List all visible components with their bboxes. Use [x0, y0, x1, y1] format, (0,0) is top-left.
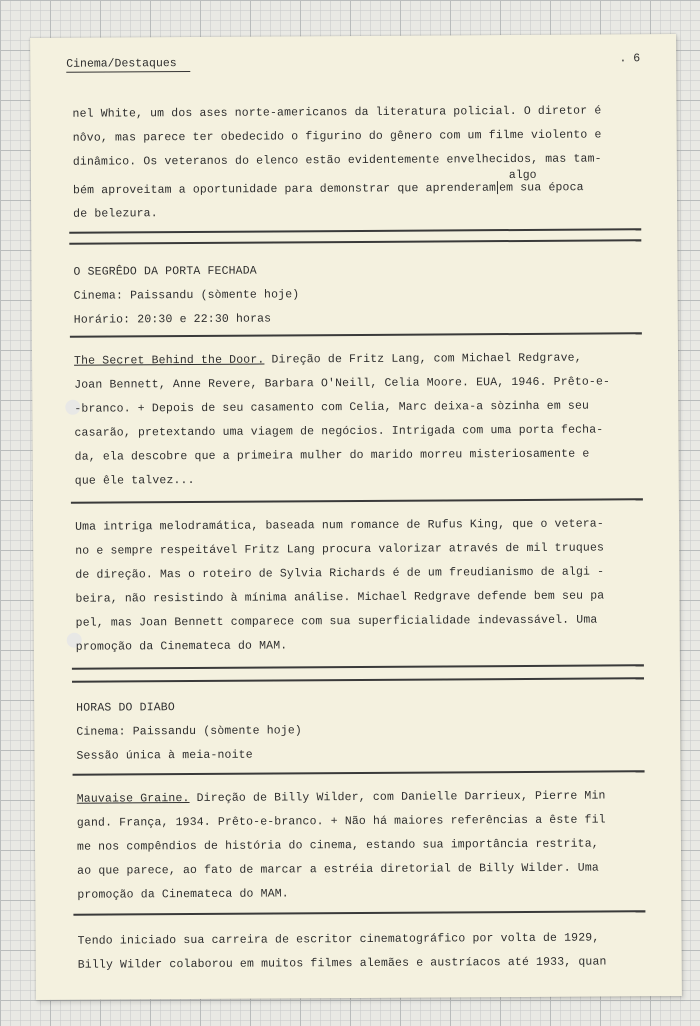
- divider: [73, 910, 645, 915]
- divider: [72, 664, 644, 669]
- synopsis-line: gand. França, 1934. Prêto-e-branco. + Não há maiores referências a êste fil: [76, 813, 606, 830]
- intro-line-text: bém aproveitam a oportunidade para demonstrar que aprenderam: [72, 181, 497, 198]
- review-line: beira, não resistindo à mínima análise. Michael Redgrave defende bem seu pa: [75, 589, 605, 606]
- film-schedule: Sessão única à meia-noite: [76, 748, 253, 763]
- review-line: Tendo iniciado sua carreira de escritor cinematográfico por volta de 1929,: [77, 931, 600, 948]
- original-title: The Secret Behind the Door.: [74, 353, 265, 368]
- synopsis-line: me nos compêndios de história do cinema, estando sua importância restrita,: [76, 837, 599, 854]
- synopsis-line: [74, 351, 646, 368]
- synopsis-line: ao que parece, ao fato de marcar a estréia diretorial de Billy Wilder. Uma: [77, 861, 599, 878]
- handwritten-insertion: algo: [508, 168, 537, 183]
- intro-line: nel White, um dos ases norte-americanos da literatura policial. O diretor é: [72, 104, 602, 121]
- divider: [73, 770, 645, 775]
- intro-line: dinâmico. Os veteranos do elenco estão evidentemente envelhecidos, mas tam-: [72, 152, 602, 169]
- synopsis-line: Joan Bennett, Anne Revere, Barbara O'Neill, Celia Moore. EUA, 1946. Prêto-e-: [74, 375, 611, 392]
- intro-line: [73, 180, 645, 198]
- insertion-mark: [497, 181, 498, 194]
- review-line: pel, mas Joan Bennett comparece com sua superficialidade indevassável. Uma: [75, 613, 598, 630]
- film-cinema: Cinema: Paissandu (sòmente hoje): [76, 724, 302, 739]
- review-line: promoção da Cinemateca do MAM.: [75, 639, 288, 654]
- film-title: O SEGRÊDO DA PORTA FECHADA: [73, 264, 257, 279]
- film-cinema: Cinema: Paissandu (sòmente hoje): [73, 288, 300, 303]
- synopsis-line: casarão, pretextando uma viagem de negócios. Intrigada com uma porta fecha-: [74, 423, 604, 440]
- divider: [69, 228, 641, 233]
- original-title: Mauvaise Graine.: [76, 792, 190, 806]
- film-title: HORAS DO DIABO: [76, 701, 175, 715]
- header-underline: [66, 71, 190, 73]
- review-line: de direção. Mas o roteiro de Sylvia Richards é de um freudianismo de algi -: [75, 565, 605, 582]
- divider: [71, 498, 643, 503]
- synopsis-line: -branco. + Depois de seu casamento com Celia, Marc deixa-a sòzinha em seu: [74, 399, 590, 416]
- synopsis-line: da, ela descobre que a primeira mulher do marido morreu misteriosamente e: [74, 447, 590, 464]
- review-line: Uma intriga melodramática, baseada num romance de Rufus King, que o vetera-: [75, 517, 604, 534]
- section-header: Cinema/Destaques: [66, 57, 177, 71]
- synopsis-text: Direção de Billy Wilder, com Danielle Darrieux, Pierre Min: [189, 789, 606, 806]
- divider: [69, 239, 641, 244]
- typewritten-page: [30, 34, 682, 1000]
- synopsis-line: [77, 789, 649, 806]
- divider: [72, 677, 644, 682]
- review-line: no e sempre respeitável Fritz Lang procura valorizar através de mil truques: [75, 541, 605, 558]
- synopsis-line: que êle talvez...: [74, 473, 195, 488]
- page-number: . 6: [619, 52, 641, 66]
- intro-line: de belezura.: [73, 207, 158, 221]
- review-line: Billy Wilder colaborou em muitos filmes alemães e austríacos até 1933, quan: [77, 955, 607, 972]
- divider: [70, 332, 642, 337]
- intro-line-end: em sua época: [499, 181, 584, 195]
- synopsis-text: Direção de Fritz Lang, com Michael Redgrave,: [264, 351, 582, 367]
- synopsis-line: promoção da Cinemateca do MAM.: [77, 887, 289, 902]
- intro-line: nôvo, mas parece ter obedecido o figurino do gênero com um filme violento e: [72, 128, 602, 145]
- film-schedule: Horário: 20:30 e 22:30 horas: [73, 312, 272, 327]
